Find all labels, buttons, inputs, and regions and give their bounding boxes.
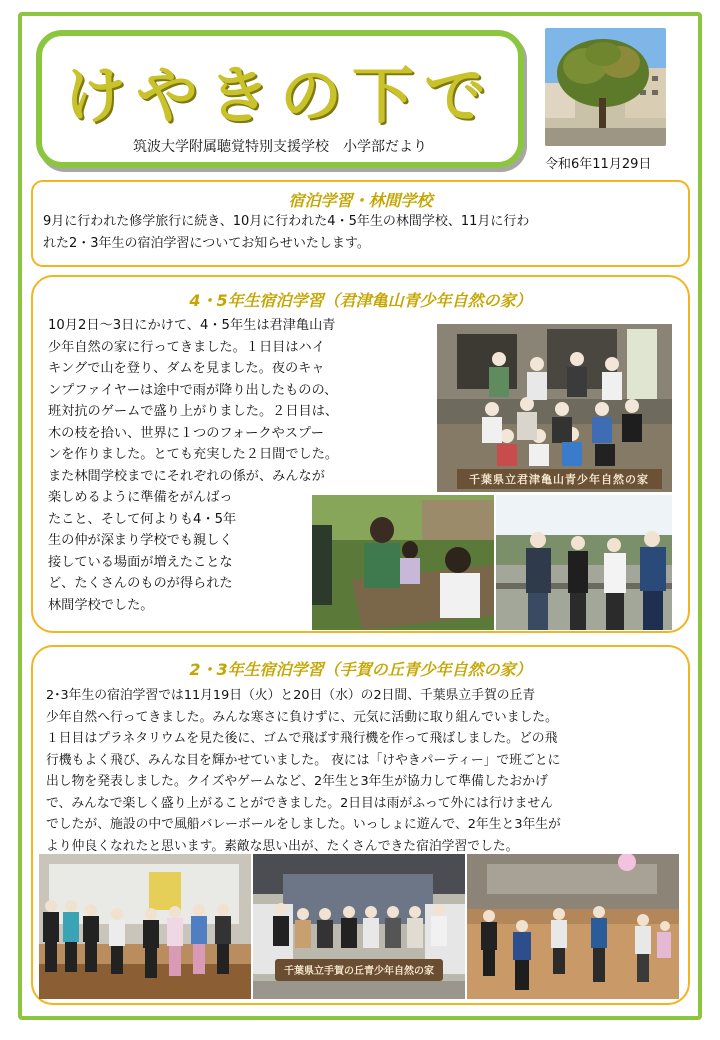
text-line: れた2・3年生の宿泊学習についてお知らせいたします。 (43, 235, 370, 251)
facility-sign-tega: 千葉県立手賀の丘青少年自然の家 (284, 966, 434, 977)
text-line: 生の仲が深まり学校でも親しく (48, 533, 233, 548)
text-line: 9月に行われた修学旅行に続き、10月に行われた4・5年生の林間学校、11月に行わ (43, 214, 530, 229)
intro-text (43, 211, 683, 254)
text-line: 林間学校でした。 (48, 597, 154, 613)
classroom-group-photo (39, 854, 251, 999)
group-photo-kimitsu (437, 324, 672, 492)
text-line: 接している場面が増えたことな (48, 554, 233, 570)
balloon-volleyball-photo (467, 854, 679, 999)
text-line: 楽しめるように準備をがんばっ (48, 490, 233, 505)
school-name: 筑波大学附属聴覚特別支援学校 小学部だより (133, 139, 427, 155)
grade23-section (31, 645, 690, 1005)
text-line: たこと、そして何よりも4・5年 (48, 511, 237, 527)
text-line: 2･3年生の宿泊学習では11月19日（火）と20日（水）の2日間、千葉県立手賀の丘青 (46, 688, 536, 703)
keyaki-tree-photo (545, 28, 666, 146)
text-line: でしたが、施設の中で風船バレーボールをしました。いっしょに遊んで、2年生と3年生が (46, 817, 561, 832)
text-line: 10月2日～3日にかけて、4・5年生は君津亀山青 (48, 318, 336, 333)
grade45-heading: 4・5年生宿泊学習（君津亀山青少年自然の家） (189, 291, 532, 310)
masthead (36, 30, 524, 168)
group-photo-tega (253, 854, 465, 999)
newsletter-title: けやきの下で (63, 59, 496, 132)
text-line: １日目はプラネタリウムを見た後に、ゴムで飛ばす飛行機を作って飛ばしました。どの飛 (46, 731, 558, 746)
text-line: 少年自然へ行ってきました。みんな寒さに負けずに、元気に活動に取り組んでいました。 (46, 709, 558, 725)
craft-activity-photo (312, 495, 494, 630)
text-line: 行機もよく飛び、みんな目を輝かせていました。 夜には「けやきパーティー」で班ごとに (46, 752, 561, 768)
dam-hiking-photo (496, 495, 672, 630)
grade45-section (31, 275, 690, 633)
text-line: ンを作りました。とても充実した２日間でした。 (48, 447, 339, 462)
text-line: キングで山を登り、ダムを見ました。夜のキャ (48, 361, 325, 376)
text-line: で、みんなで楽しく盛り上がることができました。2日目は雨がふって外には行けません (46, 795, 553, 811)
issue-date: 令和6年11月29日 (545, 157, 652, 172)
grade23-heading: 2・3年生宿泊学習（手賀の丘青少年自然の家） (189, 660, 532, 679)
text-line: また林間学校までにそれぞれの係が、みんなが (48, 468, 325, 484)
intro-heading: 宿泊学習・林間学校 (288, 191, 433, 210)
intro-section (31, 180, 690, 267)
text-line: 班対抗のゲームで盛り上がりました。２日目は、 (48, 404, 339, 419)
grade23-text (46, 685, 686, 857)
text-line: より仲良くなれたと思います。素敵な思い出が、たくさんできた宿泊学習でした。 (46, 838, 519, 854)
text-line: ど、たくさんのものが得られた (48, 576, 233, 591)
facility-sign-kimitsu: 千葉県立君津亀山青少年自然の家 (469, 473, 649, 486)
text-line: 出し物を発表しました。クイズやゲームなど、2年生と3年生が協力して準備したおかげ (46, 774, 548, 789)
text-line: 木の枝を拾い、世界に１つのフォークやスプー (48, 425, 324, 441)
text-line: 少年自然の家に行ってきました。１日目はハイ (48, 339, 325, 355)
text-line: ンプファイヤーは途中で雨が降り出したものの、 (48, 382, 338, 398)
